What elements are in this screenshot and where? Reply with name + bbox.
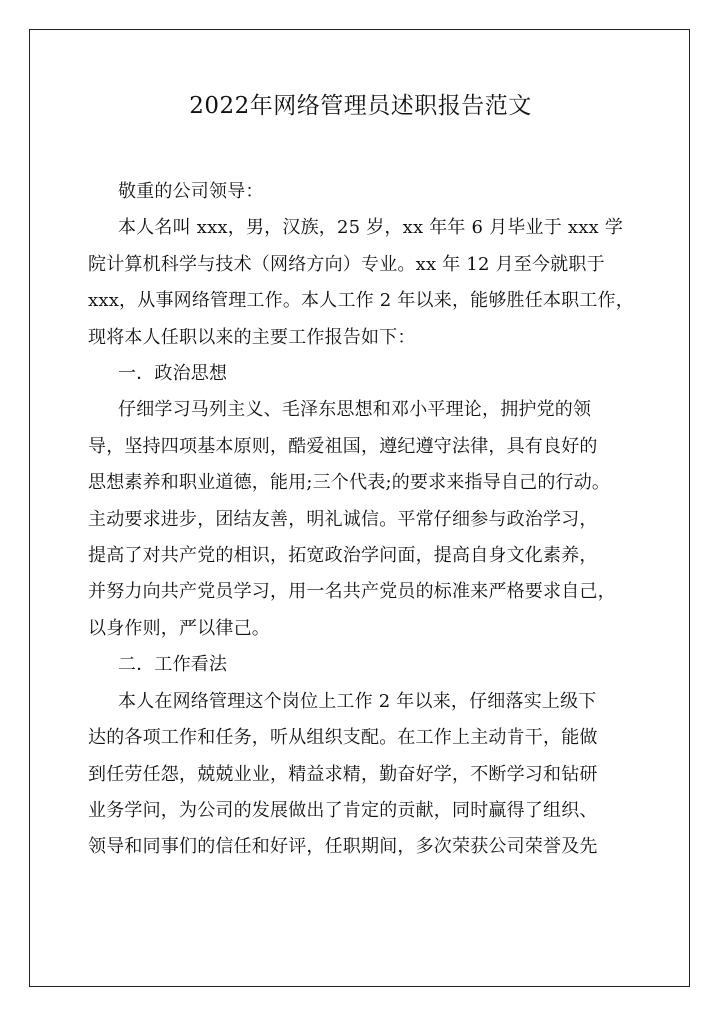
text-line: 本人名叫 xxx，男，汉族，25 岁，xx 年年 6 月毕业于 xxx 学 bbox=[118, 217, 624, 239]
text-line: 提高了对共产党的相识，拓宽政治学问面，提高自身文化素养， bbox=[88, 545, 598, 567]
text-line: 敬重的公司领导： bbox=[118, 181, 264, 202]
text-line: 业务学问，为公司的发展做出了肯定的贡献，同时赢得了组织、 bbox=[88, 799, 598, 821]
text-line: 导，坚持四项基本原则，酷爱祖国，遵纪遵守法律，具有良好的 bbox=[88, 435, 598, 457]
document-body bbox=[88, 86, 633, 866]
document-title: 2022年网络管理员述职报告范文 bbox=[189, 93, 532, 119]
text-line: 并努力向共产党员学习，用一名共产党员的标准来严格要求自己， bbox=[88, 581, 616, 603]
text-line: 以身作则，严以律己。 bbox=[88, 617, 270, 639]
document-text bbox=[88, 174, 633, 866]
text-line: 一．政治思想 bbox=[118, 363, 228, 385]
text-line: 达的各项工作和任务，听从组织支配。在工作上主动肯干，能做 bbox=[88, 727, 598, 749]
text-line: 主动要求进步，团结友善，明礼诚信。平常仔细参与政治学习， bbox=[88, 508, 598, 530]
text-line: 现将本人任职以来的主要工作报告如下： bbox=[88, 326, 416, 348]
text-line: 二．工作看法 bbox=[118, 654, 228, 676]
text-line: 到任劳任怨，兢兢业业，精益求精，勤奋好学，不断学习和钻研 bbox=[88, 763, 598, 785]
text-line: 本人在网络管理这个岗位上工作 2 年以来，仔细落实上级下 bbox=[118, 690, 597, 712]
text-line: 领导和同事们的信任和好评，任职期间，多次荣获公司荣誉及先 bbox=[88, 836, 598, 858]
text-line: 院计算机科学与技术（网络方向）专业。xx 年 12 月至今就职于 bbox=[88, 253, 605, 275]
text-line: xxx，从事网络管理工作。本人工作 2 年以来，能够胜任本职工作， bbox=[88, 290, 634, 312]
text-line: 仔细学习马列主义、毛泽东思想和邓小平理论，拥护党的领 bbox=[118, 399, 592, 421]
text-line: 思想素养和职业道德，能用;三个代表;的要求来指导自己的行动。 bbox=[88, 472, 611, 494]
